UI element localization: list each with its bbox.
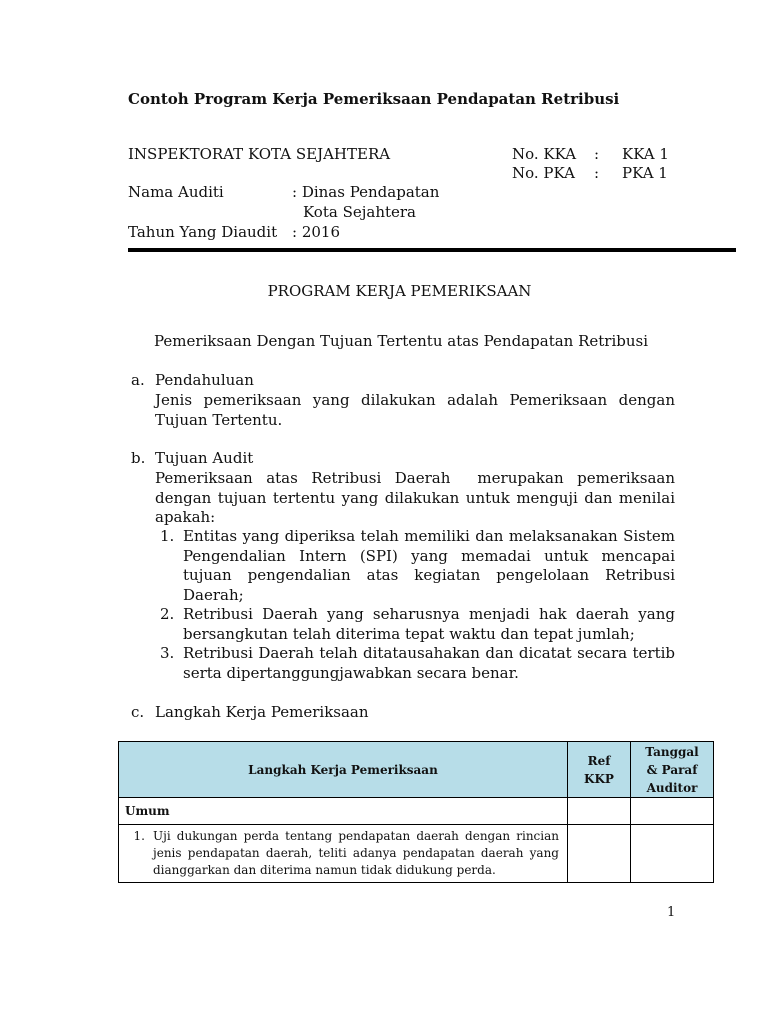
objective-item: Retribusi Daerah yang seharusnya menjadi hak daerah yang bersangkutan telah diterima tepat waktu dan tepat jumlah; bbox=[183, 605, 675, 643]
section-a-body: Jenis pemeriksaan yang dilakukan adalah Pemeriksaan dengan Tujuan Tertentu. bbox=[155, 391, 675, 429]
table-cell-ref bbox=[568, 798, 631, 825]
section-b-body: Pemeriksaan atas Retribusi Daerah merupakan pemeriksaan dengan tujuan tertentu yang dilakukan untuk menguji dan menilai apakah: bbox=[155, 469, 680, 526]
auditee-value-line2: Kota Sejahtera bbox=[303, 203, 416, 221]
column-header-date bbox=[631, 742, 714, 798]
objective-item-number: 1. bbox=[160, 527, 175, 545]
no-pka-label: No. PKA bbox=[512, 164, 575, 182]
org-name: INSPEKTORAT KOTA SEJAHTERA bbox=[128, 145, 391, 163]
table-header-row bbox=[119, 742, 714, 798]
column-header-date-line3: Auditor bbox=[646, 780, 698, 795]
program-title: PROGRAM KERJA PEMERIKSAAN bbox=[267, 282, 532, 300]
table-row bbox=[119, 825, 714, 883]
section-c-marker: c. bbox=[131, 703, 145, 721]
column-header-step: Langkah Kerja Pemeriksaan bbox=[119, 742, 568, 798]
column-header-date-line2: & Paraf bbox=[646, 762, 698, 777]
column-header-ref-line2: KKP bbox=[584, 771, 614, 786]
objective-item-number: 2. bbox=[160, 605, 175, 623]
section-a-marker: a. bbox=[131, 371, 145, 389]
group-label: Umum bbox=[119, 798, 568, 825]
column-header-date-line1: Tanggal bbox=[645, 744, 699, 759]
header-divider bbox=[128, 248, 736, 252]
page-number: 1 bbox=[667, 905, 676, 920]
table-cell-date bbox=[631, 825, 714, 883]
no-kka-value: KKA 1 bbox=[622, 145, 669, 163]
section-a-heading: Pendahuluan bbox=[155, 371, 254, 389]
objective-item-number: 3. bbox=[160, 644, 175, 662]
table-cell-step bbox=[119, 825, 568, 883]
no-kka-separator: : bbox=[594, 145, 600, 163]
table-group-row bbox=[119, 798, 714, 825]
section-c-heading: Langkah Kerja Pemeriksaan bbox=[155, 703, 369, 721]
section-b-heading: Tujuan Audit bbox=[155, 449, 254, 467]
audit-steps-table bbox=[118, 741, 714, 883]
audit-year-label: Tahun Yang Diaudit bbox=[128, 223, 278, 241]
audit-year-value: : 2016 bbox=[292, 223, 340, 241]
column-header-ref-line1: Ref bbox=[587, 753, 611, 768]
objective-item: Retribusi Daerah telah ditatausahakan dan dicatat secara tertib serta dipertanggungjawabkan secara benar. bbox=[183, 644, 675, 682]
objective-item: Entitas yang diperiksa telah memiliki dan melaksanakan Sistem Pengendalian Intern (SPI) yang memadai untuk mencapai tujuan pengendalian atas kegiatan pengelolaan Retribusi Daerah; bbox=[183, 527, 675, 604]
column-header-ref bbox=[568, 742, 631, 798]
section-b-marker: b. bbox=[131, 449, 146, 467]
table-cell-date bbox=[631, 798, 714, 825]
no-kka-label: No. KKA bbox=[512, 145, 577, 163]
step-text: Uji dukungan perda tentang pendapatan daerah dengan rincian jenis pendapatan daerah, teliti adanya pendapatan daerah yang dianggarkan dan diterima namun tidak didukung perda. bbox=[153, 829, 559, 877]
program-subtitle: Pemeriksaan Dengan Tujuan Tertentu atas Pendapatan Retribusi bbox=[154, 332, 649, 350]
document-title: Contoh Program Kerja Pemeriksaan Pendapatan Retribusi bbox=[128, 90, 620, 108]
auditee-label: Nama Auditi bbox=[128, 183, 224, 201]
no-pka-value: PKA 1 bbox=[622, 164, 668, 182]
step-number: 1. bbox=[133, 829, 145, 843]
auditee-value-line1: : Dinas Pendapatan bbox=[292, 183, 440, 201]
table-cell-ref bbox=[568, 825, 631, 883]
no-pka-separator: : bbox=[594, 164, 600, 182]
